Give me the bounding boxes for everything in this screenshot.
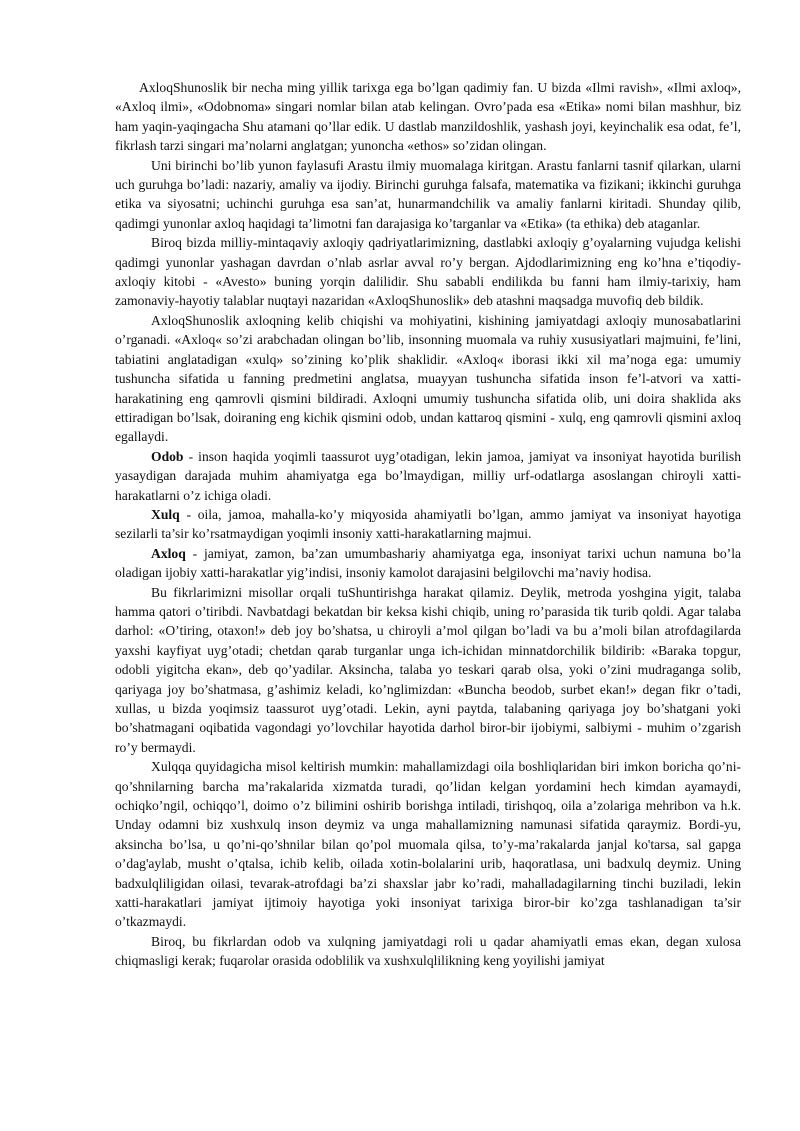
term-axloq: Axloq xyxy=(151,545,186,561)
paragraph-text: AxloqShunoslik axloqning kelib chiqishi va mohiyatini, kishining jamiyatdagi axloqiy munosabatlarini o’rganadi. «Axloq« so’zi arabchadan olingan bo’lib, insonning muomala va ruhiy xususiyatlari majmuini, fe’lini, tabiatini anglatadigan «xulq» so’zining ko’plik shaklidir. «Axloq« iborasi ikki xil ma’noga ega: umumiy tushuncha sifatida u fanning predmetini anglatsa, muayyan tushuncha sifatida inson fe’l-atvori va xatti-harakatining eng qamrovli qismini bildiradi. Axloqni umumiy tushuncha sifatida olib, uni doira shaklida aks ettiradigan bo’lsak, doiraning eng kichik qismini odob, undan kattaroq qismini - xulq, eng qamrovli qismini axloq egallaydi. xyxy=(115,312,741,445)
paragraph-metro-example xyxy=(115,583,741,758)
paragraph-text: - oila, jamoa, mahalla-ko’y miqyosida ahamiyatli bo’lgan, ammo jamiyat va insoniyat hayotiga sezilarli ta’sir ko’rsatmaydigan yoqimli insoniy xatti-harakatlarning majmui. xyxy=(115,506,741,542)
paragraph-conclusion xyxy=(115,932,741,971)
paragraph-xulq-example xyxy=(115,757,741,932)
paragraph-definition xyxy=(115,311,741,447)
paragraph-avesto xyxy=(115,233,741,311)
term-xulq: Xulq xyxy=(151,506,180,522)
paragraph-text: - jamiyat, zamon, ba’zan umumbashariy ahamiyatga ega, insoniyat tarixi uchun namuna bo’la oladigan ijobiy xatti-harakatlar yig’indisi, insoniy kamolot darajasini belgilovchi ma’naviy hodisa. xyxy=(115,545,741,581)
paragraph-axloq xyxy=(115,544,741,583)
paragraph-xulq xyxy=(115,505,741,544)
paragraph-text: Biroq bizda milliy-mintaqaviy axloqiy qadriyatlarimizning, dastlabki axloqiy g’oyalarning vujudga kelishi qadimgi yunonlar yashagan davrdan o’nlab asrlar avval ro’y bergan. Ajdodlarimizning eng ko’hna e’tiqodiy-axloqiy kitobi - «Avesto» buning yorqin dalilidir. Shu sababli endilikda bu fanni ham ilmiy-tarixiy, ham zamonaviy-hayotiy talablar nuqtayi nazaridan «AxloqShunoslik» deb atashni maqsadga muvofiq deb bildik. xyxy=(115,235,741,309)
paragraph-text: Uni birinchi bo’lib yunon faylasufi Arastu ilmiy muomalaga kiritgan. Arastu fanlarni tasnif qilarkan, ularni uch guruhga bo’ladi: nazariy, amaliy va ijodiy. Birinchi guruhga falsafa, matematika va fizikani; ikkinchi guruhga etika va siyosatni; uchinchi guruhga esa san’at, hunarmandchilik va amaliy fanlarni kiritadi. Shunday qilib, qadimgi yunonlar axloq haqidagi ta’limotni fan darajasiga ko’targanlar va «Etika» (ta ethika) deb ataganlar. xyxy=(115,157,741,231)
term-odob: Odob xyxy=(151,448,184,464)
paragraph-text: AxloqShunoslik bir necha ming yillik tarixga ega bo’lgan qadimiy fan. U bizda «Ilmi ravish», «Ilmi axloq», «Axloq ilmi», «Odobnoma» singari nomlar bilan atab kelingan. Ovro’pada esa «Etika» nomi bilan mashhur, biz ham yaqin-yaqingacha Shu atamani qo’llar edik. U dastlab manzildoshlik, yashash joyi, keyinchalik esa odat, fe’l, fikrlash tarzi singari ma’nolarni anglatgan; yunoncha «ethos» so’zidan olingan. xyxy=(115,80,741,154)
paragraph-intro xyxy=(115,78,741,156)
paragraph-text: Xulqqa quyidagicha misol keltirish mumkin: mahallamizdagi oila boshliqlaridan biri imkon boricha qo’ni-qo’shnilarning barcha ma’rakalarida xizmatda turadi, qo’lidan kelgan yordamini hech kimdan ayamaydi, ochiqko’ngil, ochiqqo’l, doimo o’z bilimini oshirib borishga intiladi, tirishqoq, oila a’zolariga mehribon va h.k. Unday odamni biz xushxulq inson deymiz va unga mahallamizning namunasi sifatida qaraymiz. Bordi-yu, aksincha bo’lsa, u qo’ni-qo’shnilar bilan qo’pol muomala qilsa, to’y-ma’rakalarda janjal ko'tarsa, sal gapga o’dag'aylab, musht o’qtalsa, ichib kelib, oilada xotin-bolalarini urib, haqoratlasa, uni badxulq deymiz. Uning badxulqliligidan oilasi, tevarak-atrofdagi ba’zi shaxslar jabr ko’radi, mahalladagilarning tinchi buziladi, lekin xatti-harakatlari jamiyat ijtimoiy hayotiga yoki insoniyat tarixiga biror-bir ko’zga tashlanadigan ta’sir o’tkazmaydi. xyxy=(115,759,741,930)
paragraph-arastu xyxy=(115,156,741,234)
paragraph-odob xyxy=(115,447,741,505)
document-page xyxy=(115,78,741,971)
paragraph-text: - inson haqida yoqimli taassurot uyg’otadigan, lekin jamoa, jamiyat va insoniyat hayotida burilish yasaydigan darajada muhim ahamiyatga ega bo’lmaydigan, milliy urf-odatlarga asoslangan chiroyli xatti-harakatlarni o’z ichiga oladi. xyxy=(115,448,741,503)
paragraph-text: Biroq, bu fikrlardan odob va xulqning jamiyatdagi roli u qadar ahamiyatli emas ekan, degan xulosa chiqmasligi kerak; fuqarolar orasida odoblilik va xushxulqlilikning keng yoyilishi jamiyat xyxy=(115,933,741,969)
paragraph-text: Bu fikrlarimizni misollar orqali tuShuntirishga harakat qilamiz. Deylik, metroda yoshgina yigit, talaba hamma qatori o’tiribdi. Navbatdagi bekatdan bir keksa kishi chiqib, uning ro’parasida tik turib qoldi. Agar talaba darhol: «O’tiring, otaxon!» deb joy bo’shatsa, u chiroyli a’mol qilgan bo’ladi va bu a’moli bilan atrofdagilarda yaxshi kayfiyat uyg’otadi; chetdan qarab turganlar unga ich-ichidan minnatdorchilik bildirib: «Baraka topgur, odobli yigitcha ekan», deb qo’yadilar. Aksincha, talaba yo teskari qarab olsa, yoki o’zini mudraganga solib, qariyaga joy bo’shatmasa, g’ashimiz keladi, ko’nglimizdan: «Buncha beodob, surbet ekan!» degan fikr o’tadi, xullas, u bizda yoqimsiz taassurot uyg’otadi. Lekin, ayni paytda, talabaning qariyaga joy bo’shatgani yoki bo’shatmagani oqibatida vagondagi yo’lovchilar hayotida darhol biror-bir ijobiymi, salbiymi - muhim o’zgarish ro’y bermaydi. xyxy=(115,584,741,755)
